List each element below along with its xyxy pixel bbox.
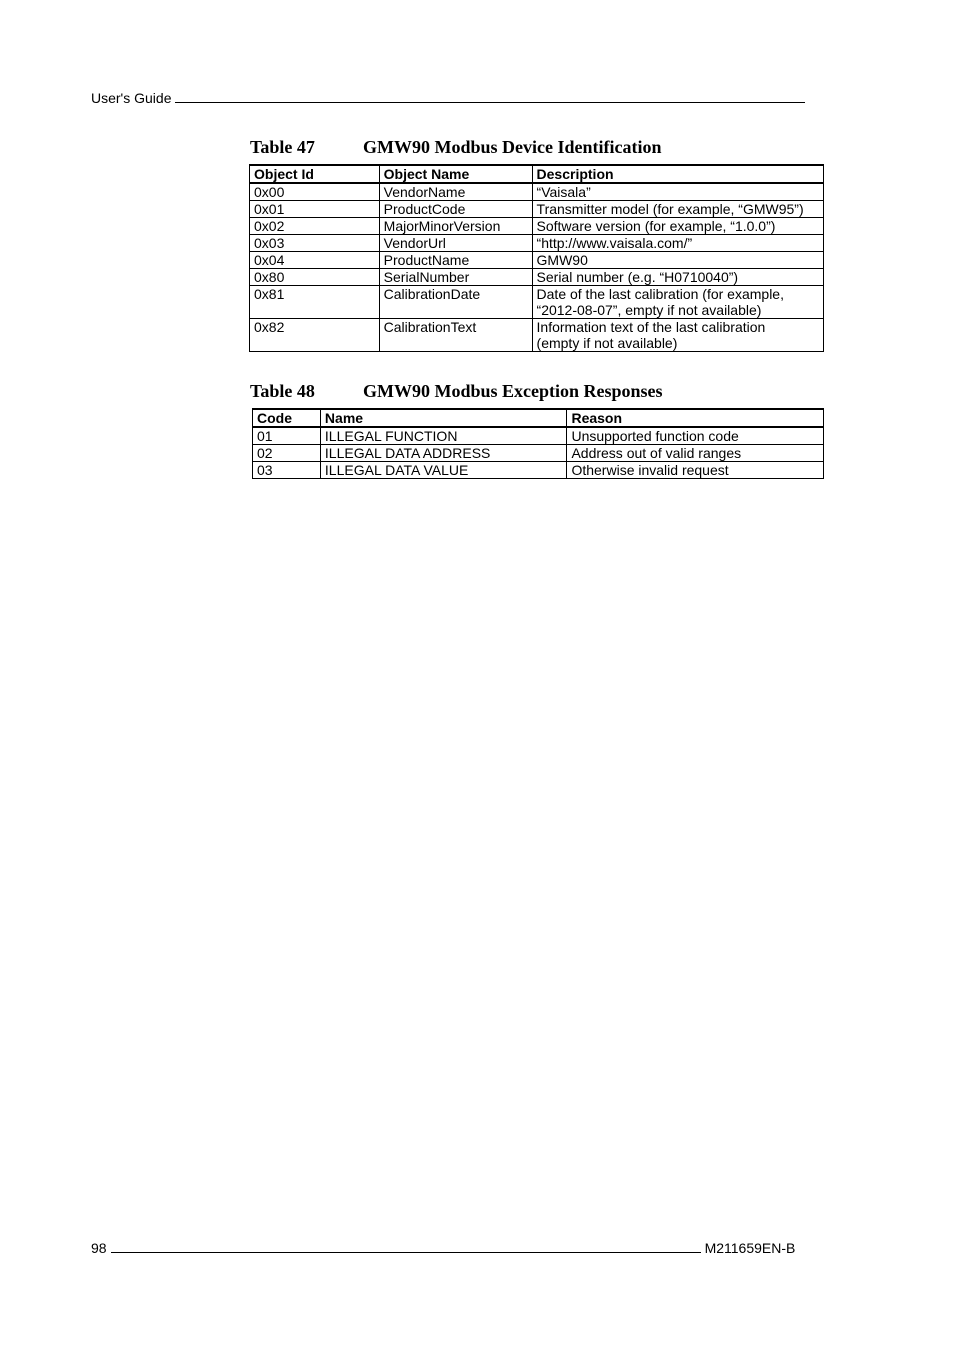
table-row [253, 462, 824, 479]
table-cell: ILLEGAL FUNCTION [320, 427, 567, 445]
table-cell: 01 [253, 427, 321, 445]
table-cell: 0x80 [250, 269, 380, 286]
table-cell: “http://www.vaisala.com/” [532, 235, 823, 252]
table47 [249, 164, 824, 352]
table-cell: 03 [253, 462, 321, 479]
table-cell: 0x82 [250, 319, 380, 352]
table-cell [532, 286, 823, 319]
table-cell: Otherwise invalid request [567, 462, 824, 479]
table-cell: Serial number (e.g. “H0710040”) [532, 269, 823, 286]
table-cell: 0x04 [250, 252, 380, 269]
table47-col-header: Object Id [250, 165, 380, 183]
page-header [91, 90, 805, 106]
table48-label: Table 48 [250, 381, 315, 401]
doc-code: M211659EN-B [704, 1240, 796, 1256]
table-cell: 02 [253, 445, 321, 462]
header-rule [175, 101, 805, 103]
table-cell: VendorUrl [379, 235, 532, 252]
table-cell: GMW90 [532, 252, 823, 269]
table-cell: Transmitter model (for example, “GMW95”) [532, 201, 823, 218]
table47-col-header: Object Name [379, 165, 532, 183]
table-row [250, 183, 824, 201]
cell-line: Information text of the last calibration [536, 319, 766, 335]
table47-title: GMW90 Modbus Device Identification [363, 137, 662, 157]
table-row [250, 319, 824, 352]
table-row [250, 235, 824, 252]
table-row [250, 218, 824, 235]
table-row [253, 427, 824, 445]
table48 [252, 408, 824, 479]
table-cell: Address out of valid ranges [567, 445, 824, 462]
table-cell: “Vaisala” [532, 183, 823, 201]
table-row [250, 252, 824, 269]
table-row [250, 269, 824, 286]
table-cell: SerialNumber [379, 269, 532, 286]
table-cell: 0x00 [250, 183, 380, 201]
table47-col-header: Description [532, 165, 823, 183]
table-cell: VendorName [379, 183, 532, 201]
table-row [253, 445, 824, 462]
table-cell: Software version (for example, “1.0.0”) [532, 218, 823, 235]
table-cell: 0x02 [250, 218, 380, 235]
table-row [250, 201, 824, 218]
table-cell: ILLEGAL DATA ADDRESS [320, 445, 567, 462]
table-cell: MajorMinorVersion [379, 218, 532, 235]
table-cell: CalibrationDate [379, 286, 532, 319]
table-cell: Unsupported function code [567, 427, 824, 445]
table48-title: GMW90 Modbus Exception Responses [363, 381, 663, 401]
page-number: 98 [91, 1240, 107, 1256]
page-footer [91, 1240, 795, 1256]
header-title: User's Guide [91, 90, 172, 106]
table47-label: Table 47 [250, 137, 315, 157]
table-cell: 0x03 [250, 235, 380, 252]
table47-caption [250, 137, 662, 158]
cell-line: Date of the last calibration (for example, [536, 286, 784, 302]
footer-rule [111, 1251, 701, 1253]
table48-col-header: Reason [567, 409, 824, 427]
table-cell: CalibrationText [379, 319, 532, 352]
table-cell: 0x01 [250, 201, 380, 218]
table48-col-header: Code [253, 409, 321, 427]
table48-header-row [253, 409, 824, 427]
table-cell: ProductCode [379, 201, 532, 218]
table-cell [532, 319, 823, 352]
table-cell: ProductName [379, 252, 532, 269]
cell-line: (empty if not available) [536, 335, 678, 351]
table48-col-header: Name [320, 409, 567, 427]
table-row [250, 286, 824, 319]
table-cell: ILLEGAL DATA VALUE [320, 462, 567, 479]
table48-caption [250, 381, 663, 402]
cell-line: “2012-08-07”, empty if not available) [536, 302, 762, 318]
table47-header-row [250, 165, 824, 183]
table-cell: 0x81 [250, 286, 380, 319]
